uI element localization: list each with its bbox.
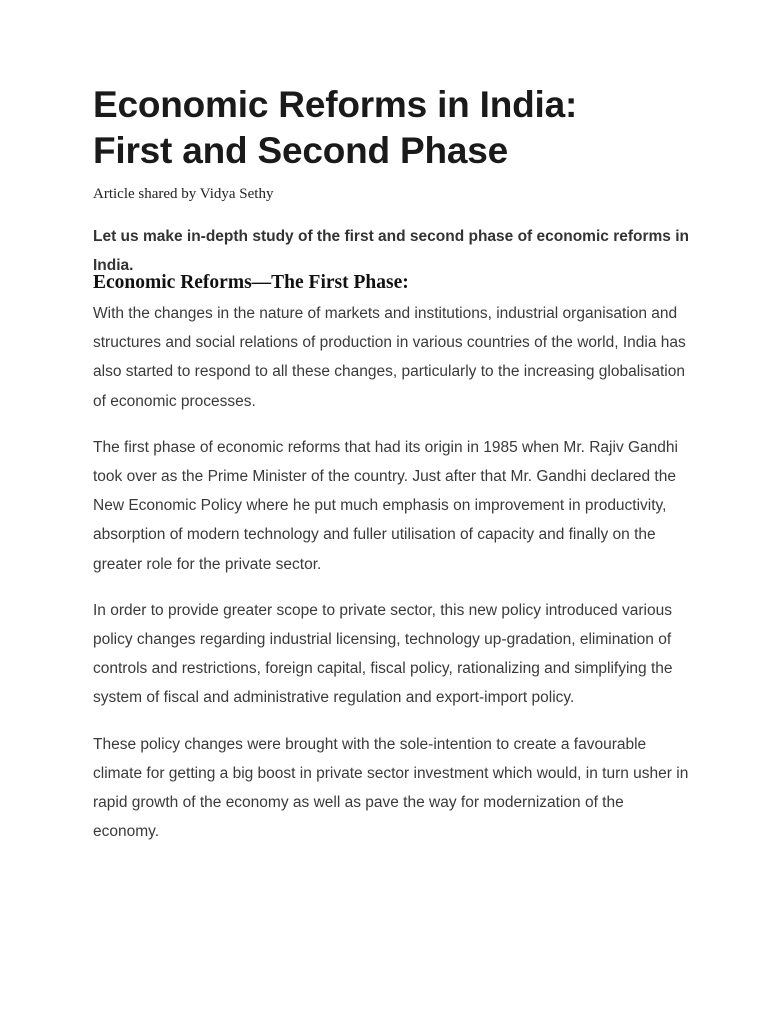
- paragraph-2: The first phase of economic reforms that had its origin in 1985 when Mr. Rajiv Gandhi took over as the Prime Minister of the country. Just after that Mr. Gandhi declared the New Economic Policy where he put much emphasis on improvement in productivity, absorption of modern technology and fuller utilisation of capacity and finally on the greater role for the private sector.: [93, 438, 678, 573]
- article: [93, 82, 693, 863]
- article-title: [93, 82, 693, 174]
- paragraph-1: With the changes in the nature of markets and institutions, industrial organisation and structures and social relations of production in various countries of the world, India has also started to respond to all these changes, particularly to the increasing globalisation of economic processes.: [93, 305, 686, 410]
- article-byline: Article shared by Vidya Sethy: [93, 186, 274, 202]
- paragraph-4: These policy changes were brought with the sole-intention to create a favourable climate for getting a big boost in private sector investment which would, in turn usher in rapid growth of the economy as well as pave the way for modernization of the economy.: [93, 735, 689, 841]
- section-heading: Economic Reforms—The First Phase:: [93, 272, 409, 293]
- article-intro: Let us make in-depth study of the first and second phase of economic reforms in India.: [93, 228, 689, 274]
- paragraph-3: In order to provide greater scope to private sector, this new policy introduced various policy changes regarding industrial licensing, technology up-gradation, elimination of controls and restrictions, foreign capital, fiscal policy, rationalizing and simplifying the system of fiscal and administrative regulation and export-import policy.: [93, 601, 673, 707]
- article-title-line-2: First and Second Phase: [93, 130, 509, 171]
- article-title-line-1: Economic Reforms in India:: [93, 84, 578, 125]
